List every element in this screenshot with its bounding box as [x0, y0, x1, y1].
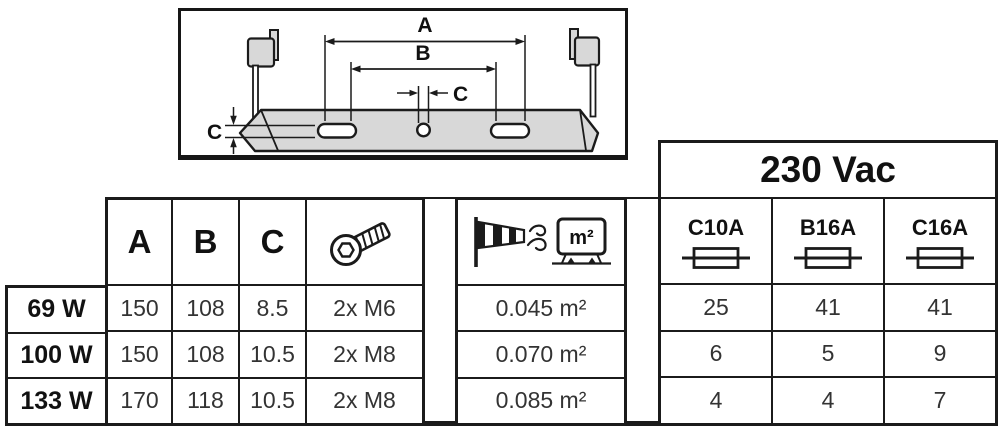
header-breaker-c16a [885, 199, 995, 283]
breaker-label: B16A [799, 214, 857, 240]
breaker-label: C10A [687, 214, 745, 240]
dim-b-arrow-right [487, 66, 497, 73]
dim-c-value: 8.5 [240, 286, 305, 330]
center-hole [417, 124, 430, 137]
wind-area-value: 0.045 m² [458, 286, 624, 330]
left-slot [318, 124, 356, 138]
power-rating-cell: 100 W [8, 334, 105, 378]
voltage-header: 230 Vac [661, 143, 995, 197]
power-rating-cell: 133 W [8, 379, 105, 423]
breaker-label: C16A [911, 214, 969, 240]
dim-c-gap-label: C [453, 83, 469, 106]
header-dim-a: A [108, 200, 171, 284]
wind-area-value: 0.070 m² [458, 332, 624, 376]
dim-c-gap-arrow-left [410, 90, 419, 97]
dim-a-label: A [417, 14, 433, 37]
dim-c-thickness-arrow-down [230, 116, 237, 125]
header-dim-b: B [173, 200, 238, 284]
power-rating-column [5, 285, 108, 426]
dim-c-value: 10.5 [240, 332, 305, 376]
breaker-c16a-value: 7 [885, 378, 995, 423]
bracket-drawing [181, 11, 625, 155]
dim-b-value: 118 [173, 379, 238, 423]
windsock-icon [466, 214, 616, 270]
dim-c-thickness-label: C [207, 121, 223, 144]
screws-value: 2x M8 [307, 379, 422, 423]
breaker-b16a-value: 41 [773, 285, 883, 330]
breaker-c10a-value: 4 [661, 378, 771, 423]
wind-area-value: 0.085 m² [458, 379, 624, 423]
header-breaker-c10a [661, 199, 771, 283]
dim-c-gap-arrow-right [429, 90, 438, 97]
right-clip-body [575, 38, 599, 66]
right-slot [491, 124, 529, 138]
wind-area-unit-label: m² [569, 227, 594, 249]
dim-a-value: 150 [108, 332, 171, 376]
table-gap-strip [627, 197, 658, 426]
socket-head-screw-icon [322, 213, 408, 271]
dim-b-label: B [415, 42, 431, 65]
dim-b-value: 108 [173, 332, 238, 376]
breaker-c16a-value: 9 [885, 332, 995, 377]
dimensions-table [105, 197, 425, 426]
left-clip-body [248, 39, 274, 67]
dim-a-arrow-right [516, 38, 526, 45]
dim-a-value: 150 [108, 286, 171, 330]
breaker-b16a-value: 5 [773, 332, 883, 377]
breaker-c10a-value: 25 [661, 285, 771, 330]
left-arm [253, 66, 258, 118]
screws-value: 2x M6 [307, 286, 422, 330]
table-gap-strip [425, 197, 455, 426]
breaker-c16a-value: 41 [885, 285, 995, 330]
dim-a-arrow-left [325, 38, 335, 45]
breaker-table [658, 140, 998, 426]
dim-c-value: 10.5 [240, 379, 305, 423]
fuse-icon [681, 244, 751, 272]
dim-c-thickness-arrow-up [230, 138, 237, 147]
header-dim-c: C [240, 200, 305, 284]
dim-b-arrow-left [351, 66, 361, 73]
fuse-icon [793, 244, 863, 272]
screws-value: 2x M8 [307, 332, 422, 376]
dim-a-value: 170 [108, 379, 171, 423]
right-arm [591, 65, 596, 117]
power-rating-cell: 69 W [8, 288, 105, 332]
dim-b-value: 108 [173, 286, 238, 330]
header-breaker-b16a [773, 199, 883, 283]
breaker-c10a-value: 6 [661, 332, 771, 377]
wind-surface-column [455, 197, 627, 426]
header-screw [307, 200, 422, 284]
mounting-bracket-diagram [178, 8, 628, 160]
fuse-icon [905, 244, 975, 272]
breaker-b16a-value: 4 [773, 378, 883, 423]
header-wind-surface [458, 200, 624, 284]
